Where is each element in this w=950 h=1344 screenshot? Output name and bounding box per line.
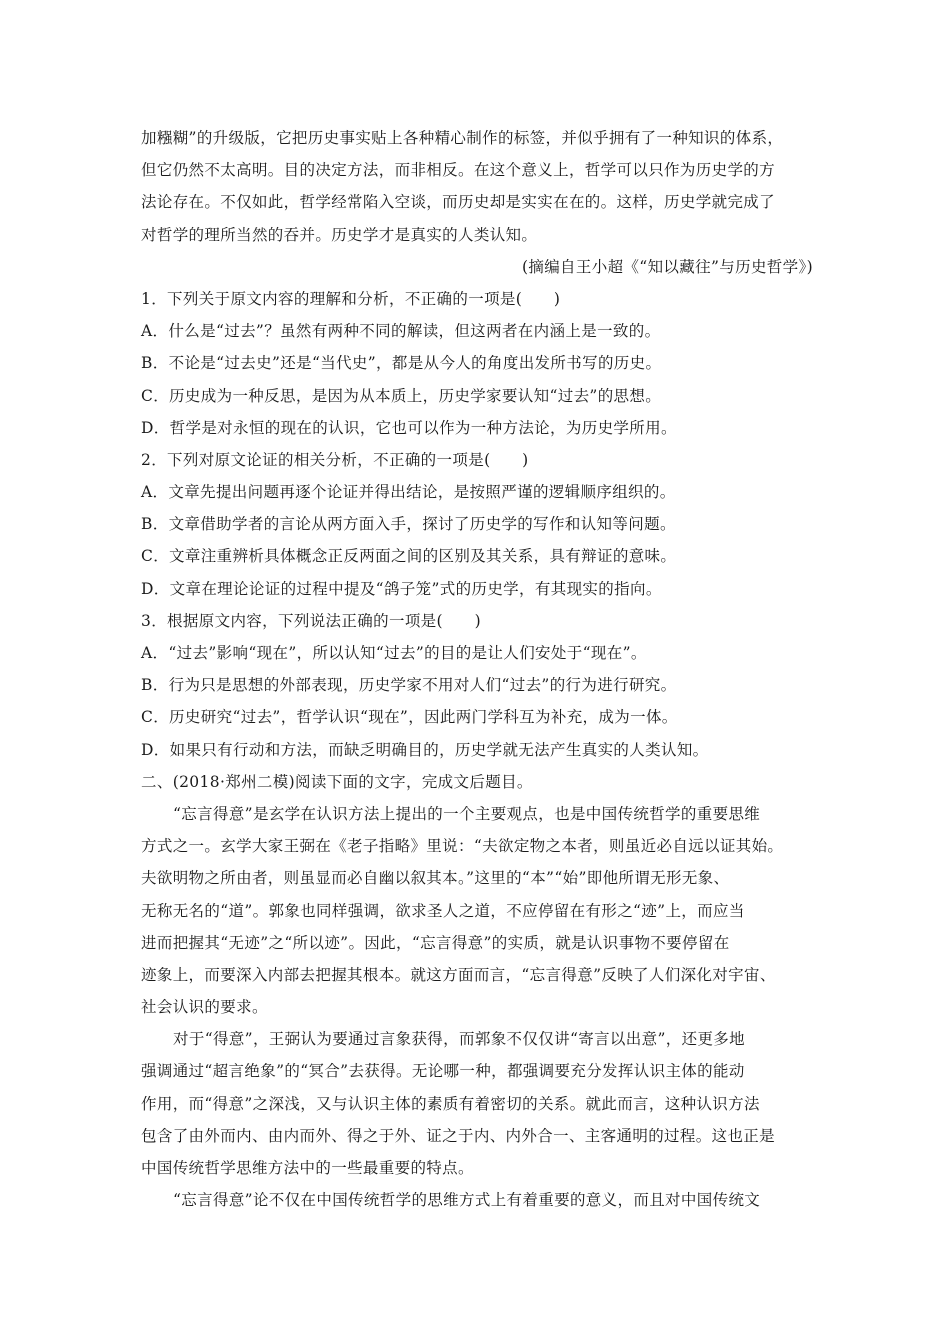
section-2 — [141, 766, 831, 1217]
passage-source: (摘编自王小超《“知以藏往”与历史哲学》) — [521, 257, 813, 276]
option-a: A．“过去”影响“现在”，所以认知“过去”的目的是让人们安处于“现在”。 — [141, 644, 647, 662]
question-3 — [141, 605, 831, 766]
option-c: C．历史研究“过去”，哲学认识“现在”，因此两门学科互为补充，成为一体。 — [141, 708, 678, 727]
option-b: B．不论是“过去史”还是“当代史”，都是从今人的角度出发所书写的历史。 — [141, 354, 662, 373]
option-d: D．哲学是对永恒的现在的认识，它也可以作为一种方法论，为历史学所用。 — [141, 418, 677, 437]
option-d: D．如果只有行动和方法，而缺乏明确目的，历史学就无法产生真实的人类认知。 — [141, 740, 709, 759]
paragraph-line: 无称无名的“道”。郭象也同样强调，欲求圣人之道，不应停留在有形之“迹”上，而应当 — [141, 901, 745, 920]
passage-line: 加糨糊”的升级版，它把历史事实贴上各种精心制作的标签，并似乎拥有了一种知识的体系， — [141, 129, 784, 147]
paragraph-line: 作用，而“得意”之深浅，又与认识主体的素质有着密切的关系。就此而言，这种认识方法 — [141, 1094, 760, 1113]
paragraph-line: 社会认识的要求。 — [141, 998, 268, 1017]
question-stem: 1．下列关于原文内容的理解和分析，不正确的一项是( ) — [141, 289, 561, 308]
option-c: C．文章注重辨析具体概念正反两面之间的区别及其关系，具有辩证的意味。 — [141, 547, 677, 566]
document-page — [141, 122, 831, 1216]
paragraph-line: 中国传统哲学思维方法中的一些最重要的特点。 — [141, 1159, 474, 1177]
paragraph-line: “忘言得意”论不仅在中国传统哲学的思维方式上有着重要的意义，而且对中国传统文 — [173, 1191, 761, 1210]
paragraph-line: 对于“得意”，王弼认为要通过言象获得，而郭象不仅仅讲“寄言以出意”，还更多地 — [173, 1030, 745, 1049]
paragraph-line: 夫欲明物之所由者，则虽显而必自幽以叙其本。”这里的“本”“始”即他所谓无形无象、 — [141, 869, 730, 888]
section-heading: 二、(2018·郑州二模)阅读下面的文字，完成文后题目。 — [141, 772, 533, 791]
question-stem: 2．下列对原文论证的相关分析，不正确的一项是( ) — [141, 450, 529, 469]
paragraph — [141, 1184, 831, 1216]
passage-line: 法论存在。不仅如此，哲学经常陷入空谈，而历史却是实实在在的。这样，历史学就完成了 — [141, 193, 776, 212]
paragraph-line: 迹象上，而要深入内部去把握其根本。就这方面而言，“忘言得意”反映了人们深化对宇宙、 — [141, 965, 776, 984]
question-2 — [141, 444, 831, 605]
option-b: B．行为只是思想的外部表现，历史学家不用对人们“过去”的行为进行研究。 — [141, 676, 677, 695]
passage-line: 但它仍然不太高明。目的决定方法，而非相反。在这个意义上，哲学可以只作为历史学的方 — [141, 161, 776, 180]
paragraph-line: 方式之一。玄学大家王弼在《老子指略》里说：“夫欲定物之本者，则虽近必自远以证其始。 — [141, 837, 784, 856]
question-stem: 3．根据原文内容，下列说法正确的一项是( ) — [141, 611, 482, 630]
option-c: C．历史成为一种反思，是因为从本质上，历史学家要认知“过去”的思想。 — [141, 386, 662, 405]
paragraph-line: “忘言得意”是玄学在认识方法上提出的一个主要观点，也是中国传统哲学的重要思维 — [173, 804, 761, 823]
passage-line: 对哲学的理所当然的吞并。历史学才是真实的人类认知。 — [141, 225, 538, 244]
option-b: B．文章借助学者的言论从两方面入手，探讨了历史学的写作和认知等问题。 — [141, 515, 676, 534]
paragraph — [141, 798, 831, 1023]
passage-continuation — [141, 122, 831, 283]
option-a: A．什么是“过去”？虽然有两种不同的解读，但这两者在内涵上是一致的。 — [141, 322, 661, 341]
paragraph-line: 进而把握其“无迹”之“所以迹”。因此，“忘言得意”的实质，就是认识事物不要停留在 — [141, 933, 730, 952]
option-d: D．文章在理论论证的过程中提及“鸽子笼”式的历史学，有其现实的指向。 — [141, 579, 662, 598]
paragraph-line: 包含了由外而内、由内而外、得之于外、证之于内、内外合一、主客通明的过程。这也正是 — [141, 1126, 776, 1145]
paragraph-line: 强调通过“超言绝象”的“冥合”去获得。无论哪一种，都强调要充分发挥认识主体的能动 — [141, 1062, 745, 1081]
paragraph — [141, 1023, 831, 1184]
option-a: A．文章先提出问题再逐个论证并得出结论，是按照严谨的逻辑顺序组织的。 — [141, 483, 676, 502]
question-1 — [141, 283, 831, 444]
